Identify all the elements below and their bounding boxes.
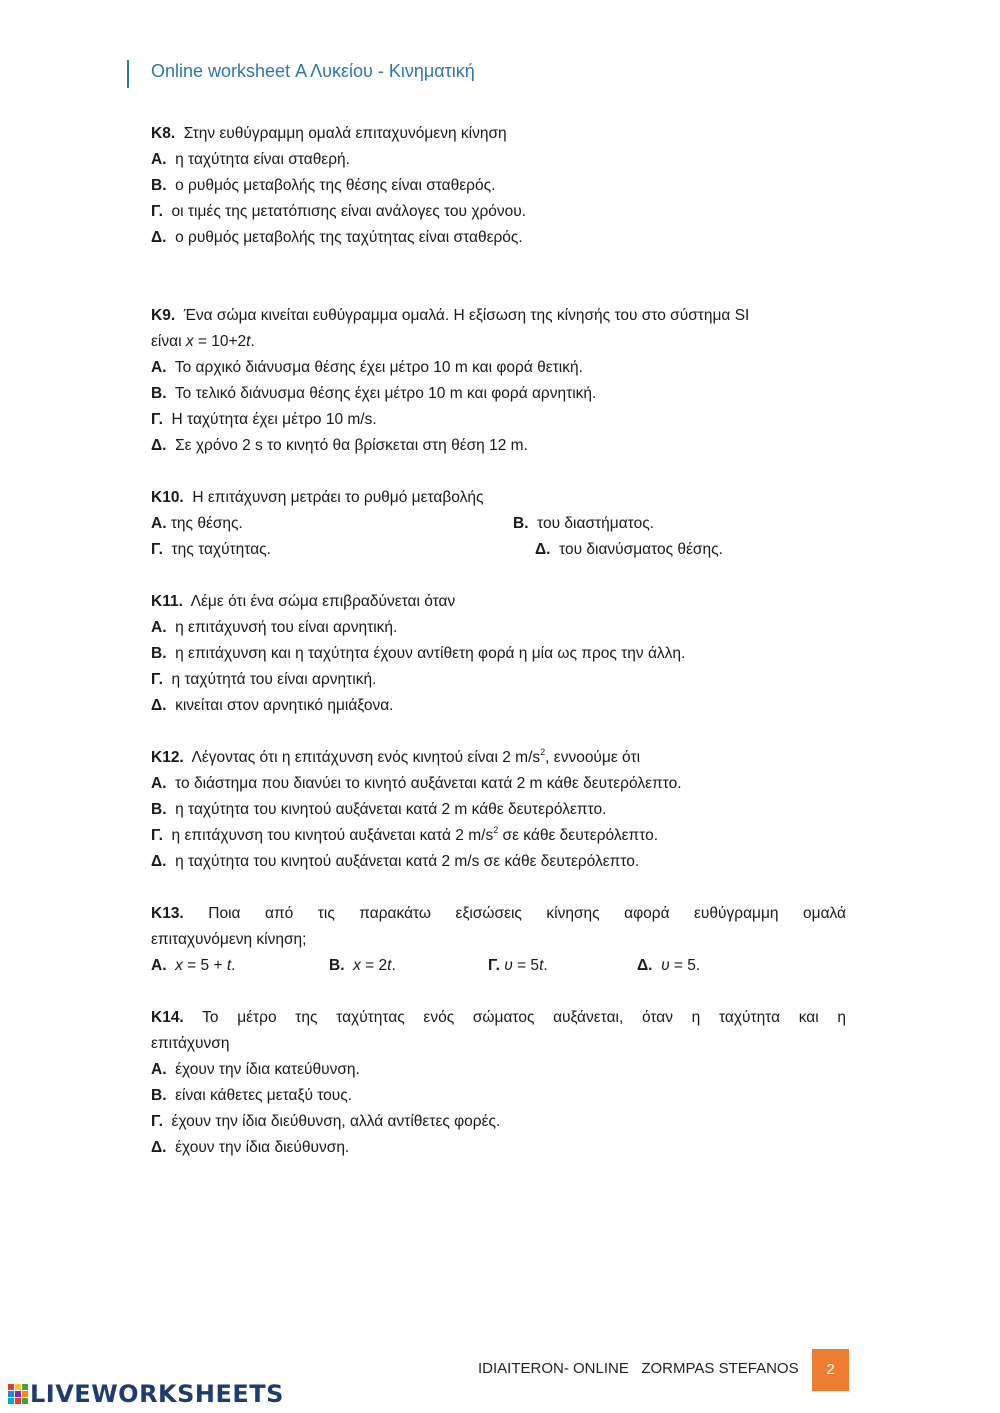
question-text: Στην ευθύγραμμη ομαλά επιταχυνόμενη κίνηση	[183, 125, 507, 142]
option-a[interactable]: Α. της θέσης.	[151, 515, 243, 532]
option-c[interactable]: Γ. Η ταχύτητα έχει μέτρο 10 m/s.	[151, 411, 377, 428]
question-text: Ποια από τις παρακάτω εξισώσεις κίνησης αφορά ευθύγραμμη ομαλά	[208, 905, 847, 922]
option-b[interactable]: Β. x = 2t.	[329, 957, 396, 974]
question-number: Κ12.	[151, 749, 184, 766]
question-text: Λέγοντας ότι η επιτάχυνση ενός κινητού είναι 2 $m/s^2$, εννοούμε ότι	[191, 747, 641, 766]
option-b[interactable]: Β. του διαστήματος.	[513, 515, 654, 532]
page-header-title: Online worksheet Α Λυκείου - Κινηματική	[151, 61, 475, 81]
option-d[interactable]: Δ. του διανύσματος θέσης.	[535, 541, 723, 558]
question-number: Κ14.	[151, 1009, 184, 1026]
question-number: Κ13.	[151, 905, 184, 922]
question-k12	[151, 745, 846, 875]
question-number: Κ10.	[151, 489, 184, 506]
option-a[interactable]: Α. Το αρχικό διάνυσμα θέσης έχει μέτρο 10 m και φορά θετική.	[151, 359, 583, 376]
option-b[interactable]: Β. ο ρυθμός μεταβολής της θέσης είναι σταθερός.	[151, 177, 496, 194]
option-a[interactable]: Α. x = 5 + t.	[151, 957, 236, 974]
liveworksheets-logo[interactable]	[8, 1380, 284, 1408]
question-k11	[151, 589, 846, 719]
question-number: Κ8.	[151, 125, 176, 142]
option-b[interactable]: Β. η επιτάχυνση και η ταχύτητα έχουν αντίθετη φορά η μία ως προς την άλλη.	[151, 645, 686, 662]
question-k14: Κ14. Το μέτρο της ταχύτητας ενός σώματος αυξάνεται, όταν η ταχύτητα και η επιτάχυνση Α. έχουν την ίδια κατεύθυνση. Β. είναι κάθετες μεταξύ τους. Γ. έχουν την ίδια διεύθυνση, αλλά αντίθετες φορές. Δ. έχουν την ίδια διεύθυνση.	[151, 1005, 846, 1161]
option-a[interactable]: Α. η ταχύτητα είναι σταθερή.	[151, 151, 350, 168]
question-text: Λέμε ότι ένα σώμα επιβραδύνεται όταν	[190, 593, 456, 610]
logo-blocks-icon	[8, 1384, 28, 1404]
page-number: 2	[812, 1349, 849, 1391]
logo-text: LIVEWORKSHEETS	[30, 1380, 284, 1408]
option-b[interactable]: Β. Το τελικό διάνυσμα θέσης έχει μέτρο 10 m και φορά αρνητική.	[151, 385, 597, 402]
question-number: Κ9.	[151, 307, 176, 324]
header-accent-bar	[127, 60, 129, 88]
question-text: Ένα σώμα κινείται ευθύγραμμα ομαλά. Η εξίσωση της κίνησής του στο σύστημα SI	[183, 307, 750, 324]
option-d[interactable]: Δ. κινείται στον αρνητικό ημιάξονα.	[151, 697, 394, 714]
option-c[interactable]: Γ. υ = 5t.	[488, 957, 548, 974]
option-a[interactable]: Α. έχουν την ίδια κατεύθυνση.	[151, 1061, 360, 1078]
option-d[interactable]: Δ. υ = 5.	[637, 957, 701, 974]
option-d[interactable]: Δ. ο ρυθμός μεταβολής της ταχύτητας είναι σταθερός.	[151, 229, 523, 246]
question-k9: Κ9. Ένα σώμα κινείται ευθύγραμμα ομαλά. Η εξίσωση της κίνησής του στο σύστημα SI είναι x = 10+2t. Α. Το αρχικό διάνυσμα θέσης έχει μέτρο 10 m και φορά θετική. Β. Το τελικό διάνυσμα θέσης έχει μέτρο 10 m και φορά αρνητική. Γ. Η ταχύτητα έχει μέτρο 10 m/s. Δ. Σε χρόνο 2 s το κινητό θα βρίσκεται στη θέση 12 m.	[151, 303, 846, 459]
option-d[interactable]: Δ. έχουν την ίδια διεύθυνση.	[151, 1139, 350, 1156]
question-k13: Κ13. Ποια από τις παρακάτω εξισώσεις κίνησης αφορά ευθύγραμμη ομαλά επιταχυνόμενη κίνηση; Α. x = 5 + t. Β. x = 2t. Γ. υ = 5t. Δ. υ = 5.	[151, 901, 846, 979]
footer-author: IDIAITERON- ONLINE ZORMPAS STEFANOS	[478, 1360, 799, 1377]
option-c[interactable]: Γ. η επιτάχυνση του κινητού αυξάνεται κατά 2 $m/s^2$ σε κάθε δευτερόλεπτο.	[151, 825, 659, 844]
worksheet-body	[151, 121, 846, 1161]
option-d[interactable]: Δ. Σε χρόνο 2 s το κινητό θα βρίσκεται στη θέση 12 m.	[151, 437, 528, 454]
option-c[interactable]: Γ. οι τιμές της μετατόπισης είναι ανάλογες του χρόνου.	[151, 203, 527, 220]
question-text: Το μέτρο της ταχύτητας ενός σώματος αυξάνεται, όταν η ταχύτητα και η	[202, 1009, 846, 1026]
question-text: Η επιτάχυνση μετράει το ρυθμό μεταβολής	[192, 489, 484, 506]
option-b[interactable]: Β. η ταχύτητα του κινητού αυξάνεται κατά 2 m κάθε δευτερόλεπτο.	[151, 801, 607, 818]
option-a[interactable]: Α. η επιτάχυνσή του είναι αρνητική.	[151, 619, 398, 636]
option-c[interactable]: Γ. η ταχύτητά του είναι αρνητική.	[151, 671, 377, 688]
question-k10	[151, 485, 846, 563]
option-b[interactable]: Β. είναι κάθετες μεταξύ τους.	[151, 1087, 353, 1104]
option-c[interactable]: Γ. έχουν την ίδια διεύθυνση, αλλά αντίθετες φορές.	[151, 1113, 501, 1130]
question-number: Κ11.	[151, 593, 183, 610]
option-c[interactable]: Γ. της ταχύτητας.	[151, 541, 271, 558]
option-d[interactable]: Δ. η ταχύτητα του κινητού αυξάνεται κατά 2 m/s σε κάθε δευτερόλεπτο.	[151, 853, 640, 870]
option-a[interactable]: Α. το διάστημα που διανύει το κινητό αυξάνεται κατά 2 m κάθε δευτερόλεπτο.	[151, 775, 682, 792]
question-k8	[151, 121, 846, 251]
